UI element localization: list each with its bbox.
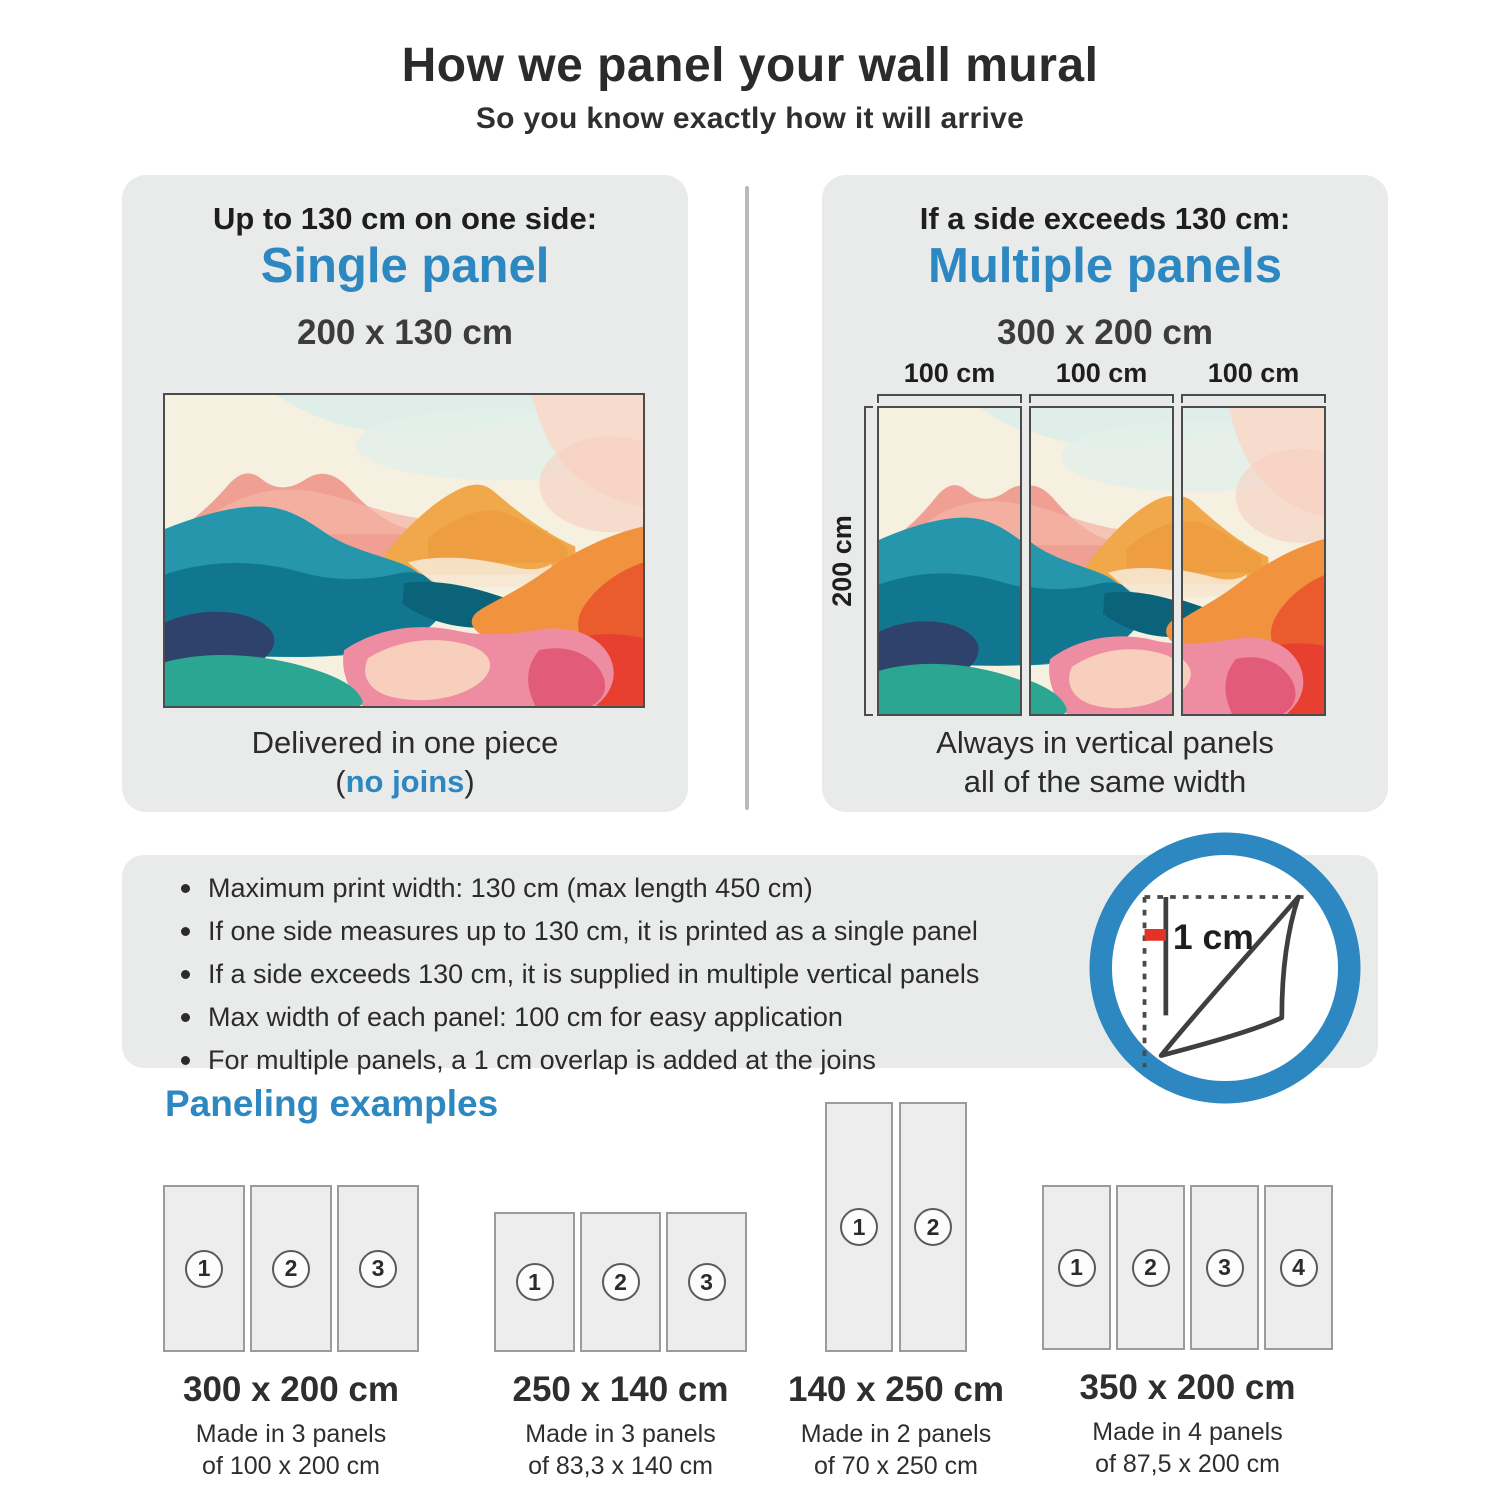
no-joins-text: no joins [345, 764, 465, 799]
example-panel-row [163, 1185, 419, 1352]
width-bracket-1 [877, 394, 1022, 403]
single-panel-size: 200 x 130 cm [296, 313, 513, 352]
example-size: 250 x 140 cm [512, 1370, 729, 1409]
example-panel [899, 1102, 967, 1352]
example-panel [1264, 1185, 1333, 1350]
page-curl-overlap-icon [1083, 826, 1367, 1110]
width-bracket-3 [1181, 394, 1326, 403]
panel-number-badge: 3 [1206, 1249, 1244, 1287]
width-label-2: 100 cm [1055, 358, 1148, 388]
example-caption [126, 1370, 456, 1482]
caption-paren-open: ( [335, 764, 346, 799]
single-panel-heading: Single panel [260, 239, 550, 293]
bullet-item: Max width of each panel: 100 cm for easy application [178, 996, 979, 1039]
example-panel-row [494, 1212, 747, 1352]
example-panel [580, 1212, 661, 1352]
mural-slice-1 [879, 408, 1022, 714]
example-panel [337, 1185, 419, 1352]
mural-panel-3 [1181, 406, 1326, 716]
width-label-3: 100 cm [1207, 358, 1300, 388]
page-title: How we panel your wall mural [401, 39, 1099, 92]
example-panel [1116, 1185, 1185, 1350]
example-detail-2: of 100 x 200 cm [202, 1452, 380, 1480]
page-subtitle: So you know exactly how it will arrive [475, 102, 1025, 135]
panel-number-badge: 2 [272, 1250, 310, 1288]
example-figure-250x140 [494, 1212, 747, 1482]
panel-number-badge: 2 [914, 1208, 952, 1246]
multiple-panels-size: 300 x 200 cm [996, 313, 1213, 352]
mural-panel-1 [877, 406, 1022, 716]
example-detail-2: of 83,3 x 140 cm [528, 1452, 713, 1480]
example-size: 140 x 250 cm [787, 1370, 1004, 1409]
overlap-icon [1083, 826, 1367, 1110]
mural-image [163, 393, 645, 708]
example-detail-2: of 87,5 x 200 cm [1095, 1450, 1280, 1478]
example-panel [1042, 1185, 1111, 1350]
mural-panel-2 [1029, 406, 1174, 716]
height-label: 200 cm [827, 515, 857, 607]
panel-number-badge: 1 [840, 1208, 878, 1246]
multiple-panels-caption [822, 723, 1388, 801]
panel-number-badge: 2 [602, 1263, 640, 1301]
example-figure-300x200 [163, 1185, 419, 1482]
bullet-item: If a side exceeds 130 cm, it is supplied in multiple vertical panels [178, 953, 979, 996]
panel-number-badge: 1 [516, 1263, 554, 1301]
example-caption [1023, 1368, 1353, 1480]
example-panel [1190, 1185, 1259, 1350]
info-bullet-list [178, 867, 979, 1082]
multiple-panels-condition: If a side exceeds 130 cm: [919, 201, 1291, 236]
panel-number-badge: 1 [185, 1250, 223, 1288]
panel-number-badge: 2 [1132, 1249, 1170, 1287]
example-detail-2: of 70 x 250 cm [814, 1452, 978, 1480]
example-caption [731, 1370, 1061, 1482]
mural-slice-3 [1181, 408, 1326, 714]
caption-line1: Delivered in one piece [251, 725, 559, 760]
example-panel [250, 1185, 332, 1352]
example-panel [494, 1212, 575, 1352]
panel-number-badge: 1 [1058, 1249, 1096, 1287]
multiple-panels-heading: Multiple panels [928, 239, 1282, 293]
overlap-label: 1 cm [1172, 917, 1254, 958]
mural-slice-2 [1029, 408, 1174, 714]
panel-number-badge: 3 [688, 1263, 726, 1301]
panel-number-badge: 3 [359, 1250, 397, 1288]
example-detail-1: Made in 4 panels [1092, 1418, 1283, 1446]
multiple-panels-card [822, 175, 1388, 812]
mural-panels-strip [877, 406, 1326, 716]
bullet-item: Maximum print width: 130 cm (max length 450 cm) [178, 867, 979, 910]
caption-line1: Always in vertical panels [936, 725, 1274, 760]
height-bracket [864, 406, 873, 716]
example-size: 350 x 200 cm [1079, 1368, 1296, 1407]
cards-divider [745, 186, 749, 810]
caption-paren-close: ) [464, 764, 475, 799]
example-figure-140x250 [787, 1102, 1004, 1482]
example-panel-row [1042, 1185, 1333, 1350]
panel-number-badge: 4 [1280, 1249, 1318, 1287]
example-panel [163, 1185, 245, 1352]
width-bracket-2 [1029, 394, 1174, 403]
example-detail-1: Made in 3 panels [195, 1420, 387, 1448]
example-detail-1: Made in 3 panels [525, 1420, 716, 1448]
example-size: 300 x 200 cm [182, 1370, 399, 1409]
single-panel-condition: Up to 130 cm on one side: [212, 201, 598, 236]
example-figure-350x200 [1042, 1185, 1333, 1480]
single-panel-caption [122, 723, 688, 801]
example-panel [666, 1212, 747, 1352]
watercolor-mural-art [165, 395, 643, 706]
examples-heading: Paneling examples [165, 1083, 499, 1124]
caption-line2: all of the same width [963, 764, 1247, 799]
example-panel-row [824, 1102, 968, 1352]
example-panel [825, 1102, 893, 1352]
bullet-item: For multiple panels, a 1 cm overlap is added at the joins [178, 1039, 979, 1082]
bullet-item: If one side measures up to 130 cm, it is printed as a single panel [178, 910, 979, 953]
example-detail-1: Made in 2 panels [800, 1420, 992, 1448]
width-label-1: 100 cm [903, 358, 996, 388]
single-panel-card [122, 175, 688, 812]
